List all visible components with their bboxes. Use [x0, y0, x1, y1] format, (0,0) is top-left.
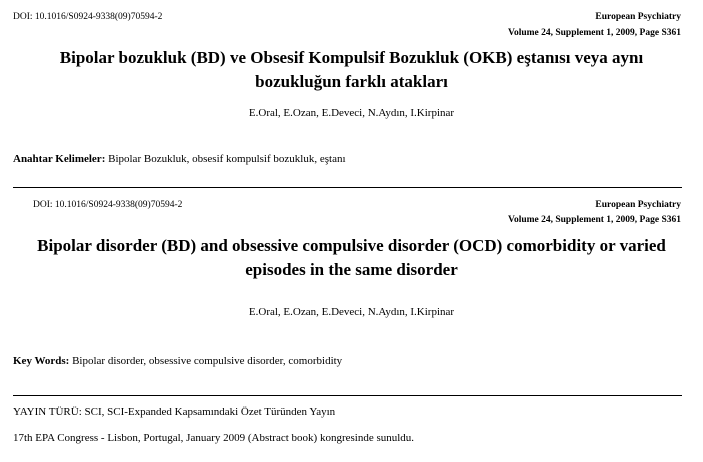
- journal-volume-turkish: Volume 24, Supplement 1, 2009, Page S361: [507, 28, 681, 38]
- divider-1: [13, 187, 682, 188]
- congress-info: 17th EPA Congress - Lisbon, Portugal, January 2009 (Abstract book) kongresinde sunuldu.: [13, 432, 415, 444]
- doi-turkish: DOI: 10.1016/S0924-9338(09)70594-2: [13, 12, 163, 22]
- keywords-value-turkish: Bipolar Bozukluk, obsesif kompulsif bozukluk, eştanı: [108, 153, 346, 165]
- title-turkish-line2: bozukluğun farklı atakları: [255, 72, 448, 91]
- keywords-label-english: Key Words:: [13, 355, 70, 367]
- publication-type: YAYIN TÜRÜ: SCI, SCI-Expanded Kapsamındaki Özet Türünden Yayın: [13, 406, 336, 418]
- title-english-line2: episodes in the same disorder: [245, 260, 458, 279]
- keywords-value-english: Bipolar disorder, obsessive compulsive disorder, comorbidity: [72, 355, 343, 367]
- authors-english: E.Oral, E.Ozan, E.Deveci, N.Aydın, I.Kirpinar: [248, 306, 455, 318]
- journal-name-turkish: European Psychiatry: [595, 12, 681, 22]
- keywords-turkish: [13, 153, 346, 165]
- title-turkish-line1: Bipolar bozukluk (BD) ve Obsesif Kompulsif Bozukluk (OKB) eştanısı veya aynı: [59, 48, 644, 67]
- title-english-line1: Bipolar disorder (BD) and obsessive compulsive disorder (OCD) comorbidity or varied: [37, 236, 666, 255]
- journal-name-english: European Psychiatry: [595, 200, 681, 210]
- divider-2: [13, 395, 682, 396]
- authors-turkish: E.Oral, E.Ozan, E.Deveci, N.Aydın, I.Kirpinar: [248, 107, 455, 119]
- keywords-english: [13, 355, 342, 367]
- keywords-label-turkish: Anahtar Kelimeler:: [13, 153, 106, 165]
- doi-english: DOI: 10.1016/S0924-9338(09)70594-2: [33, 200, 183, 210]
- journal-volume-english: Volume 24, Supplement 1, 2009, Page S361: [507, 215, 681, 225]
